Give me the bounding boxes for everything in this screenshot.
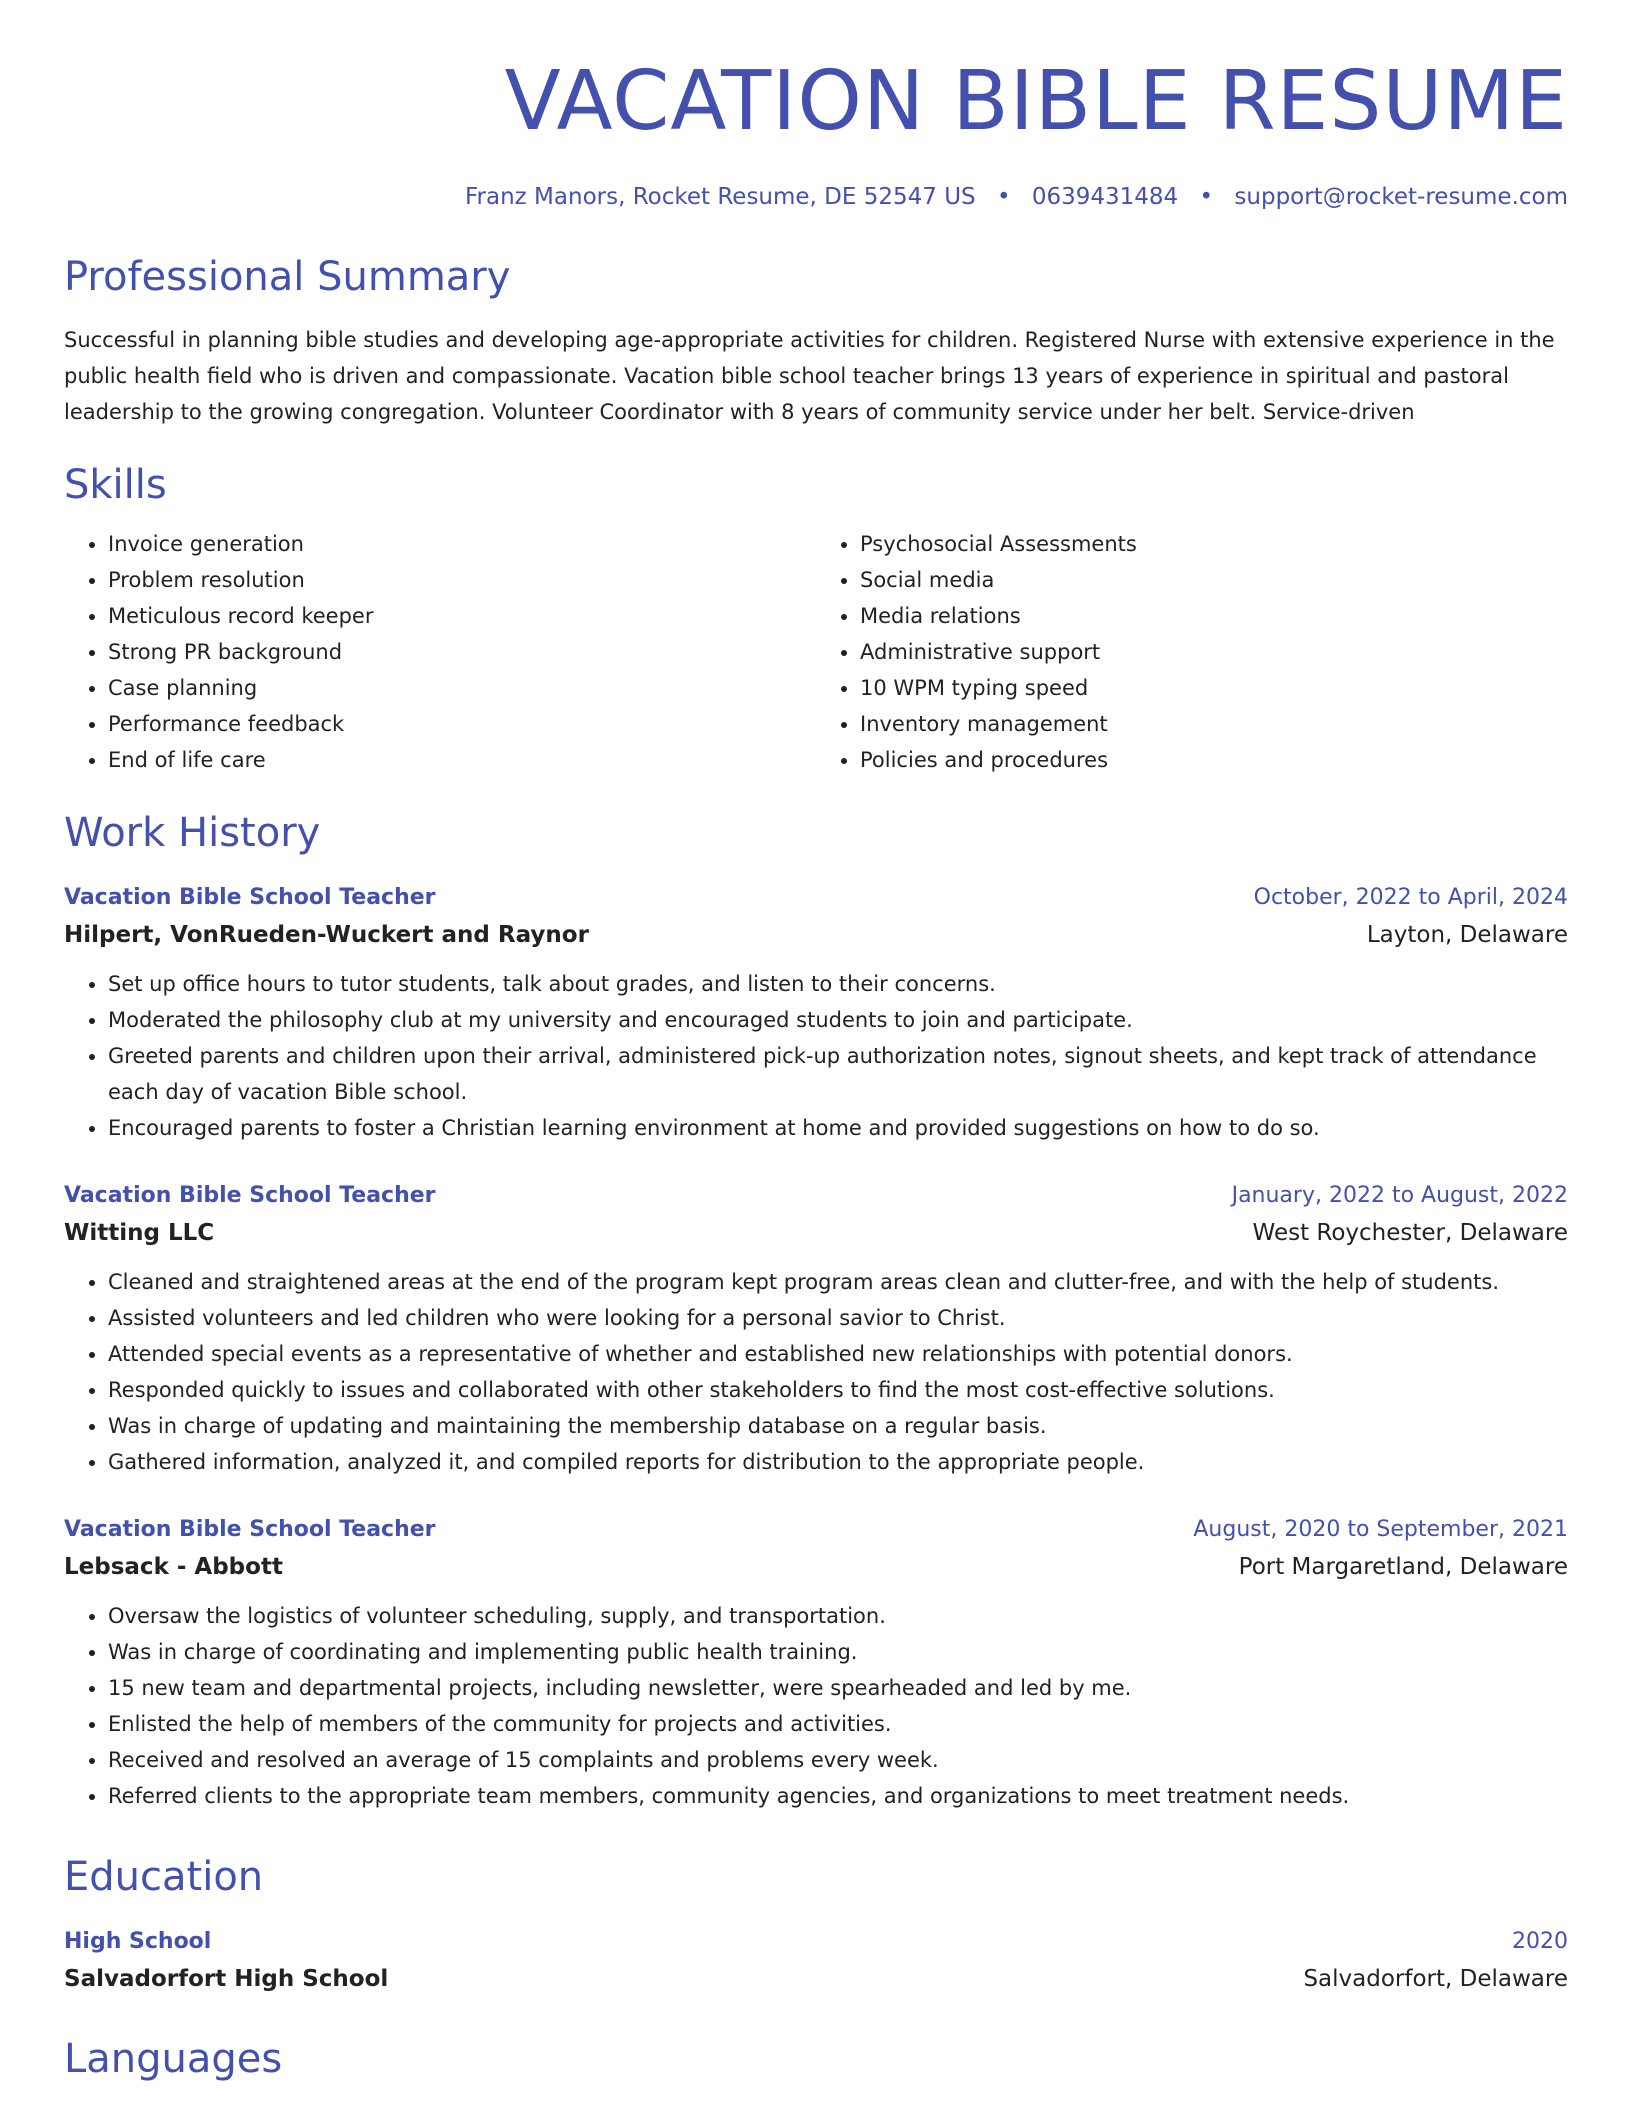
skill-item: • Psychosocial Assessments	[860, 526, 1568, 562]
job-bullet: • Moderated the philosophy club at my university and encouraged students to join and participate.	[108, 1002, 1568, 1038]
job-subheader	[64, 1214, 1568, 1252]
skill-item: • Performance feedback	[108, 706, 816, 742]
skills-column-right	[816, 526, 1568, 778]
skill-item: • End of life care	[108, 742, 816, 778]
job-bullet: • Set up office hours to tutor students, talk about grades, and listen to their concerns.	[108, 966, 1568, 1002]
job-bullet: • Gathered information, analyzed it, and compiled reports for distribution to the appropriate people.	[108, 1444, 1568, 1480]
job-entry	[64, 1178, 1568, 1480]
skill-item: • 10 WPM typing speed	[860, 670, 1568, 706]
job-header	[64, 1178, 1568, 1214]
job-subheader	[64, 1548, 1568, 1586]
job-bullet: • Was in charge of updating and maintaining the membership database on a regular basis.	[108, 1408, 1568, 1444]
education-year: 2020	[1512, 1929, 1568, 1954]
job-bullet: • Assisted volunteers and led children who were looking for a personal savior to Christ.	[108, 1300, 1568, 1336]
education-heading: Education	[64, 1854, 264, 1900]
skill-item: • Meticulous record keeper	[108, 598, 816, 634]
job-entry	[64, 1512, 1568, 1814]
education-subheader	[64, 1960, 1568, 1998]
job-entry	[64, 880, 1568, 1146]
job-location: Layton, Delaware	[1366, 922, 1568, 948]
job-dates: August, 2020 to September, 2021	[1193, 1517, 1568, 1542]
skill-item: • Inventory management	[860, 706, 1568, 742]
skill-item: • Invoice generation	[108, 526, 816, 562]
resume-name: VACATION BIBLE RESUME	[504, 54, 1568, 149]
skill-item: • Administrative support	[860, 634, 1568, 670]
contact-separator: •	[996, 184, 1011, 210]
summary-heading: Professional Summary	[64, 254, 511, 300]
job-header	[64, 1512, 1568, 1548]
contact-email: support@rocket-resume.com	[1234, 184, 1568, 210]
job-bullet: • Enlisted the help of members of the community for projects and activities.	[108, 1706, 1568, 1742]
job-dates: October, 2022 to April, 2024	[1253, 885, 1568, 910]
job-title: Vacation Bible School Teacher	[64, 1183, 436, 1208]
job-title: Vacation Bible School Teacher	[64, 1517, 436, 1542]
languages-heading: Languages	[64, 2036, 283, 2082]
job-bullet: • Oversaw the logistics of volunteer scheduling, supply, and transportation.	[108, 1598, 1568, 1634]
skills-heading: Skills	[64, 462, 167, 508]
skills-column-left	[64, 526, 816, 778]
job-bullet: • 15 new team and departmental projects, including newsletter, were spearheaded and led by me.	[108, 1670, 1568, 1706]
job-bullets	[64, 1264, 1568, 1480]
skill-item: • Social media	[860, 562, 1568, 598]
summary-text: Successful in planning bible studies and developing age-appropriate activities for children. Registered Nurse with extensive experience in the public health field who is driven and compassionate. Vacation bible school teacher brings 13 years of experience in spiritual and pastoral leadership to the growing congregation. Volunteer Coordinator with 8 years of community service under her belt. Service-driven	[64, 328, 1555, 424]
job-bullets	[64, 1598, 1568, 1814]
job-header	[64, 880, 1568, 916]
contact-separator: •	[1199, 184, 1214, 210]
job-bullet: • Encouraged parents to foster a Christian learning environment at home and provided suggestions on how to do so.	[108, 1110, 1568, 1146]
job-title: Vacation Bible School Teacher	[64, 885, 436, 910]
contact-phone: 0639431484	[1031, 184, 1179, 210]
job-bullet: • Referred clients to the appropriate team members, community agencies, and organizations to meet treatment needs.	[108, 1778, 1568, 1814]
skill-item: • Strong PR background	[108, 634, 816, 670]
skill-item: • Case planning	[108, 670, 816, 706]
job-bullet: • Received and resolved an average of 15 complaints and problems every week.	[108, 1742, 1568, 1778]
job-bullet: • Was in charge of coordinating and implementing public health training.	[108, 1634, 1568, 1670]
skills-list	[64, 526, 1568, 778]
job-bullets	[64, 966, 1568, 1146]
job-company: Witting LLC	[64, 1220, 215, 1246]
contact-address: Franz Manors, Rocket Resume, DE 52547 US	[464, 184, 976, 210]
education-location: Salvadorfort, Delaware	[1303, 1966, 1568, 1992]
education-degree: High School	[64, 1929, 212, 1954]
job-bullet: • Greeted parents and children upon their arrival, administered pick-up authorization notes, signout sheets, and kept track of attendance each day of vacation Bible school.	[108, 1038, 1568, 1110]
job-location: Port Margaretland, Delaware	[1238, 1554, 1568, 1580]
skill-item: • Media relations	[860, 598, 1568, 634]
education-entry	[64, 1924, 1568, 1998]
job-bullet: • Attended special events as a representative of whether and established new relationships with potential donors.	[108, 1336, 1568, 1372]
education-school: Salvadorfort High School	[64, 1966, 389, 1992]
job-bullet: • Responded quickly to issues and collaborated with other stakeholders to find the most cost-effective solutions.	[108, 1372, 1568, 1408]
education-header	[64, 1924, 1568, 1960]
job-bullet: • Cleaned and straightened areas at the end of the program kept program areas clean and clutter-free, and with the help of students.	[108, 1264, 1568, 1300]
work-history-heading: Work History	[64, 810, 321, 856]
job-location: West Roychester, Delaware	[1252, 1220, 1568, 1246]
skill-item: • Problem resolution	[108, 562, 816, 598]
job-dates: January, 2022 to August, 2022	[1231, 1183, 1568, 1208]
skill-item: • Policies and procedures	[860, 742, 1568, 778]
job-company: Hilpert, VonRueden-Wuckert and Raynor	[64, 922, 589, 948]
job-subheader	[64, 916, 1568, 954]
job-company: Lebsack - Abbott	[64, 1554, 283, 1580]
contact-line	[64, 182, 1568, 212]
